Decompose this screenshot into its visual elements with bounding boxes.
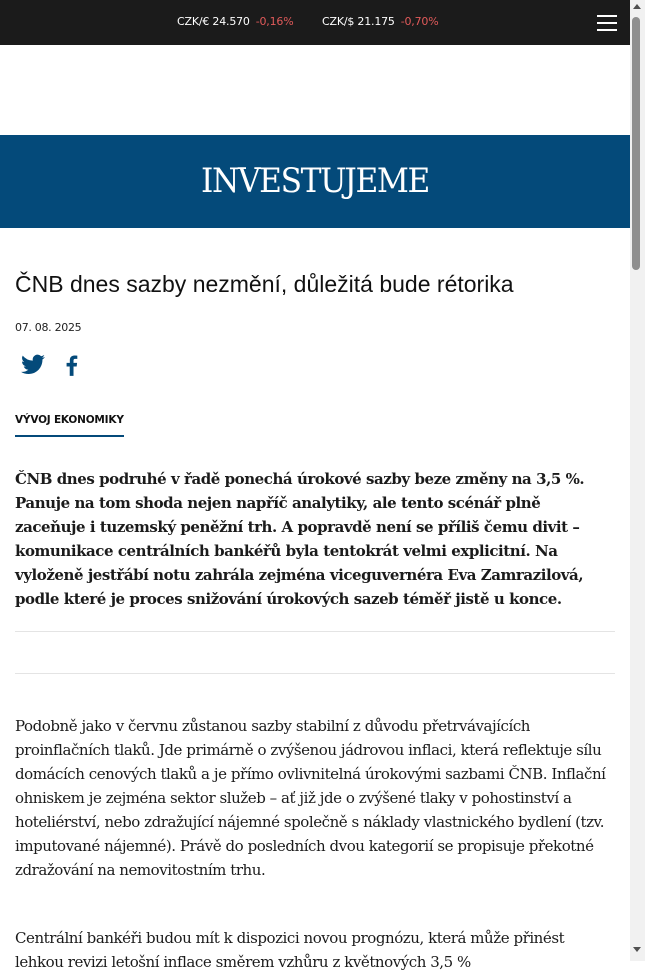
article-lead: ČNB dnes podruhé v řadě ponechá úrokové sazby beze změny na 3,5 %. Panuje na tom shoda nejen napříč analytiky, ale tento scénář plně zaceňuje i tuzemský peněžní trh. A popravdě není se příliš čemu divit – komunikace centrálních bankéřů byla tentokrát velmi explicitní. Na vyloženě jestřábí notu zahrála zejména viceguvernéra Eva Zamrazilová, podle které je proces snižování úrokových sazeb téměř jistě u konce.: [15, 470, 585, 608]
logo-banner: [0, 135, 630, 228]
ticker-usd: [322, 15, 438, 28]
currency-ticker-bar: [0, 0, 630, 45]
ticker-eur: [177, 15, 293, 28]
ticker-pair: CZK/€ 24.570: [177, 15, 250, 28]
article-date: 07. 08. 2025: [15, 321, 82, 334]
ad-placeholder: [0, 45, 630, 135]
ticker-change: -0,70%: [400, 15, 439, 28]
scroll-up-arrow-icon[interactable]: [633, 4, 641, 9]
ticker-pair: CZK/$ 21.175: [322, 15, 395, 28]
divider: [15, 631, 615, 632]
ticker-change: -0,16%: [255, 15, 294, 28]
scroll-down-arrow-icon[interactable]: [633, 947, 641, 952]
scrollbar-thumb[interactable]: [632, 17, 640, 270]
vertical-scrollbar[interactable]: [630, 0, 645, 961]
divider: [15, 673, 615, 674]
category-link[interactable]: VÝVOJ EKONOMIKY: [15, 414, 124, 437]
article-paragraph: Centrální bankéři budou mít k dispozici novou prognózu, která může přinést lehkou revizi letošní inflace směrem vzhůru z květnových 3,5 %: [15, 929, 565, 971]
hamburger-icon[interactable]: [597, 14, 617, 31]
article-title: ČNB dnes sazby nezmění, důležitá bude rétorika: [15, 271, 514, 297]
site-logo[interactable]: INVESTUJEME: [200, 161, 430, 201]
twitter-icon[interactable]: [20, 352, 46, 378]
facebook-icon[interactable]: [59, 352, 85, 378]
article-paragraph: Podobně jako v červnu zůstanou sazby stabilní z důvodu přetrvávajících proinflačních tlaků. Jde primárně o zvýšenou jádrovou inflaci, která reflektuje sílu domácích cenových tlaků a je přímo ovlivnitelná úrokovými sazbami ČNB. Inflační ohniskem je zejména sektor služeb – ať již jde o zvýšené tlaky v pohostinství a hoteliérství, nebo zdražující nájemné společně s náklady vlastnického bydlení (tzv. imputované nájemné). Právě do posledních dvou kategorií se propisuje překotné zdražování na nemovitostním trhu.: [15, 717, 606, 879]
